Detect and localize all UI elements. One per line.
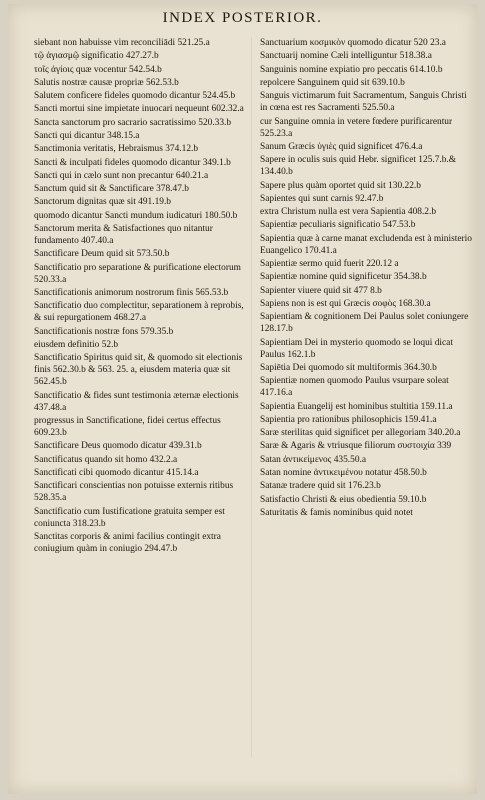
index-entry: Salutem conficere fideles quomodo dicantur 524.45.b [34, 91, 236, 102]
index-entry: Sanctificatio & fides sunt testimonia æternæ electionis 437.48.a [34, 390, 239, 413]
index-entry: Saræ & Agaris & vtriusque filiorum συστοιχία 339 [260, 441, 452, 452]
column-gutter [251, 37, 252, 757]
index-entry: Sancta sanctorum pro sacrario sacratissimo 520.33.b [34, 117, 232, 128]
index-entry: eiusdem definitio 52.b [34, 339, 119, 350]
index-entry: Sanctificationis nostræ fons 579.35.b [34, 326, 174, 337]
index-entry: Satan ἀντικείμενος 435.50.a [260, 454, 367, 465]
index-entry: Sapientia quæ à carne manat excludenda est à ministerio Euangelico 170.41.a [260, 233, 472, 256]
index-entry: Sapienter viuere quid sit 477 8.b [260, 285, 382, 296]
index-entry: Sapientia Euangelij est hominibus stultitia 159.11.a [260, 401, 453, 412]
index-entry: repolcere Sanguinem quid sit 639.10.b [260, 77, 405, 88]
index-entry: Sapientiæ nomine quid significetur 354.38.b [260, 272, 427, 283]
index-entry: Sanctimonia veritatis, Hebraismus 374.12.b [34, 144, 199, 155]
index-entry: Sanctificatus quando sit homo 432.2.a [34, 454, 178, 465]
index-entry: siebant non habuisse vim reconciliādi 521.25.a [34, 38, 210, 48]
index-entry: Sancti qui in cælo sunt non precantur 640.21.a [34, 170, 209, 181]
index-entry: Sanctificare Deus quomodo dicatur 439.31.b [34, 441, 202, 452]
index-entry: Satan nomine ἀντικειμένου notatur 458.50.b [260, 467, 427, 478]
index-entry: extra Christum nulla est vera Sapientia 408.2.b [260, 207, 437, 218]
index-entry: Sapientiam Dei in mysterio quomodo se loqui dicat Paulus 162.1.b [260, 337, 453, 360]
index-entry: Sapientes qui sunt carnis 92.47.b [260, 193, 384, 204]
index-entry: Sapientia pro rationibus philosophicis 159.41.a [260, 414, 437, 425]
index-entry: Sanguis victimarum fuit Sacramentum, Sanguis Christi in cœna est res Sacramenti 525.50.a [260, 91, 467, 114]
index-entry: Sapientiæ peculiaris significatio 547.53.b [260, 220, 416, 231]
index-entry: Sanctuarij nomine Cæli intelliguntur 518.38.a [260, 51, 432, 62]
index-entry: Sanctificatio Spiritus quid sit, & quomodo sit electionis finis 562.30.b & 563. 25. a, eiusdem materia quæ sit 562.45.b [34, 353, 243, 388]
index-entry: τοῖς ἁγίοις quæ vocentur 542.54.b [34, 64, 162, 75]
index-entry: Satanæ tradere quid sit 176.23.b [260, 481, 381, 492]
index-entry: τῷ ἁγιασμῷ significatio 427.27.b [34, 51, 159, 62]
index-entry: Sanctificatio duo complectitur, separationem à reprobis, & sui repurgationem 468.27.a [34, 301, 244, 324]
index-entry: progressus in Sanctificatione, fidei certus effectus 609.23.b [34, 416, 221, 439]
index-entry: Sancti mortui sine impietate inuocari nequeunt 602.32.a [34, 104, 244, 115]
index-entry: Sanctificati cibi quomodo dicantur 415.14.a [34, 467, 199, 478]
right-column [260, 37, 474, 520]
index-entry: Sanum Græcis ὑγιὲς quid significet 476.4.a [260, 141, 423, 152]
index-entry: Sanctificatio pro separatione & purificatione electorum 520.33.a [34, 262, 241, 285]
index-entry: Sanctificari conscientias non potuisse externis ritibus 528.35.a [34, 481, 234, 504]
index-entry: Sancti qui dicantur 348.15.a [34, 130, 140, 141]
index-entry: Satisfactio Christi & eius obedientia 59.10.b [260, 494, 427, 505]
index-entry: Sancti & inculpati fideles quomodo dicantur 349.1.b [34, 157, 231, 168]
left-column [34, 37, 248, 556]
index-entry: Sanctorum dignitas quæ sit 491.19.b [34, 197, 171, 208]
index-entry: Sanctorum merita & Satisfactiones quo nitantur fundamento 407.40.a [34, 223, 213, 247]
page-header: INDEX POSTERIOR. [162, 10, 323, 26]
index-entry: Sapiētia Dei quomodo sit multiformis 364.30.b [260, 362, 437, 373]
index-entry: Sapientiæ nomen quomodo Paulus vsurpare soleat 417.16.a [260, 376, 449, 399]
index-entry: Sapientiæ sermo quid fuerit 220.12 a [260, 259, 399, 270]
index-entry: Sanctificatio cum Iustificatione gratuita semper est coniuncta 318.23.b [34, 506, 225, 529]
index-entry: quomodo dicantur Sancti mundum iudicaturi 180.50.b [34, 210, 238, 221]
book-page [8, 4, 477, 794]
index-entry: Sanctificationis animorum nostrorum finis 565.53.b [34, 287, 229, 298]
index-entry: Sapere in oculis suis quid Hebr. significet 125.7.b.& 134.40.b [260, 155, 457, 178]
index-entry: Sapientiam & cognitionem Dei Paulus solet coniungere 128.17.b [260, 312, 469, 335]
index-entry: Sanguinis nomine expiatio pro peccatis 614.10.b [260, 64, 443, 75]
index-entry: Sanctum quid sit & Sanctificare 378.47.b [34, 184, 189, 195]
index-entry: Saturitatis & famis nominibus quid notet [260, 507, 413, 518]
index-entry: Sanctuarium κοσμικὸν quomodo dicatur 520 23.a [260, 38, 446, 48]
index-entry: Salutis nostræ causæ propriæ 562.53.b [34, 77, 179, 88]
index-entry: Sapere plus quàm oportet quid sit 130.22.b [260, 180, 421, 191]
index-entry: Sanctificare Deum quid sit 573.50.b [34, 249, 170, 260]
index-entry: Saræ sterilitas quid significet per allegoriam 340.20.a [260, 428, 461, 439]
index-entry: cur Sanguine omnia in vetere fœdere purificarentur 525.23.a [260, 116, 453, 139]
index-entry: Sanctitas corporis & animi facilius contingit extra coniugium quàm in coniugio 294.47.b [34, 532, 221, 555]
index-entry: Sapiens non is est qui Græcis σοφὸς 168.30.a [260, 298, 431, 309]
